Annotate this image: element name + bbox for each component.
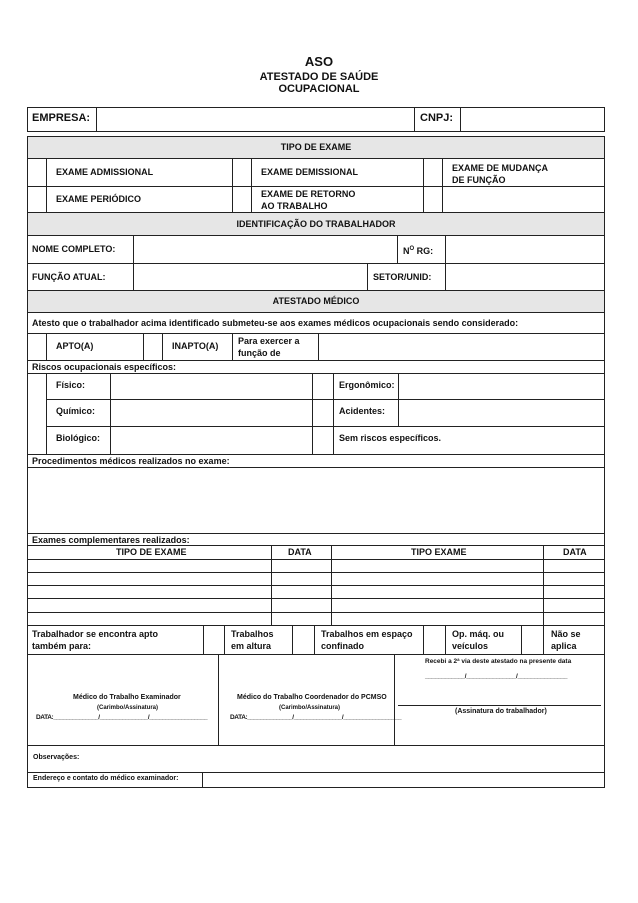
funcao-field[interactable] xyxy=(134,264,367,290)
apto-para-label-2: também para: xyxy=(32,641,92,651)
empresa-label: EMPRESA: xyxy=(32,112,91,124)
label-nao-aplica-2: aplica xyxy=(551,641,577,651)
empresa-field[interactable] xyxy=(96,107,414,132)
label-inapto: INAPTO(A) xyxy=(172,341,219,351)
checkbox-admissional[interactable] xyxy=(27,158,47,213)
rg-label: $N^O$ RG: xyxy=(403,246,434,256)
apto-para-label-1: Trabalhador se encontra apto xyxy=(32,629,159,639)
col-tipo-exame: TIPO DE EXAME xyxy=(116,547,187,557)
table-row[interactable] xyxy=(27,598,605,599)
label-altura-2: em altura xyxy=(231,641,272,651)
acidentes-field[interactable] xyxy=(399,400,604,425)
data-coordenador[interactable]: DATA:______________/_______________/__________________ xyxy=(230,714,402,721)
checkbox-inapto[interactable] xyxy=(143,333,163,360)
label-confinado-2: confinado xyxy=(321,641,364,651)
fisico-field[interactable] xyxy=(111,374,332,398)
ergonomico-field[interactable] xyxy=(399,374,604,398)
label-confinado-1: Trabalhos em espaço xyxy=(321,629,413,639)
checkbox-demissional[interactable] xyxy=(232,158,252,213)
riscos-right-checkcol[interactable] xyxy=(312,373,333,455)
label-altura-1: Trabalhos xyxy=(231,629,274,639)
carimbo-examinador: (Carimbo/Assinatura) xyxy=(97,705,159,711)
biologico-field[interactable] xyxy=(111,427,332,454)
carimbo-coordenador: (Carimbo/Assinatura) xyxy=(279,705,341,711)
label-exercer-2: função de xyxy=(238,348,281,358)
assinatura-trabalhador-line[interactable] xyxy=(398,705,601,706)
checkbox-confinado[interactable] xyxy=(292,625,315,655)
checkbox-apto[interactable] xyxy=(27,333,47,360)
label-retorno-2: AO TRABALHO xyxy=(261,201,328,211)
endereco-field[interactable] xyxy=(203,773,604,787)
label-retorno-1: EXAME DE RETORNO xyxy=(261,189,356,199)
label-maquinas-1: Op. máq. ou xyxy=(452,629,505,639)
assinatura-trabalhador-label: (Assinatura do trabalhador) xyxy=(455,708,547,715)
checkbox-maquinas[interactable] xyxy=(423,625,446,655)
label-admissional: EXAME ADMISSIONAL xyxy=(56,167,154,177)
cnpj-field[interactable] xyxy=(460,107,605,132)
form-subtitle-line1: ATESTADO DE SAÚDE xyxy=(259,71,379,83)
procedimentos-field[interactable] xyxy=(28,468,604,533)
label-periodico: EXAME PERIÓDICO xyxy=(56,194,142,204)
atestado-heading: ATESTADO MÉDICO xyxy=(27,290,605,313)
label-ergonomico: Ergonômico: xyxy=(339,380,395,390)
col-tipo-exame-2: TIPO EXAME xyxy=(411,547,467,557)
form-subtitle-line2: OCUPACIONAL xyxy=(278,83,360,95)
rg-field[interactable] xyxy=(446,236,604,262)
complementares-heading: Exames complementares realizados: xyxy=(32,535,190,545)
quimico-field[interactable] xyxy=(111,400,332,425)
label-apto: APTO(A) xyxy=(56,341,94,351)
label-fisico: Físico: xyxy=(56,380,86,390)
table-row[interactable] xyxy=(27,559,605,560)
medico-coordenador-label: Médico do Trabalho Coordenador do PCMSO xyxy=(237,694,387,701)
funcao-label: FUNÇÃO ATUAL: xyxy=(32,272,106,282)
checkbox-altura[interactable] xyxy=(203,625,225,655)
label-maquinas-2: veículos xyxy=(452,641,489,651)
recebi-text: Recebi a 2ª via deste atestado na presente data xyxy=(425,658,572,665)
identificacao-heading: IDENTIFICAÇÃO DO TRABALHADOR xyxy=(27,212,605,236)
label-mudanca-2: DE FUNÇÃO xyxy=(452,175,506,185)
table-row[interactable] xyxy=(27,572,605,573)
checkbox-nao-aplica[interactable] xyxy=(521,625,544,655)
label-biologico: Biológico: xyxy=(56,433,100,443)
label-acidentes: Acidentes: xyxy=(339,406,386,416)
exercer-funcao-field[interactable] xyxy=(319,334,604,359)
label-sem-riscos: Sem riscos específicos. xyxy=(339,433,442,443)
checkbox-mudanca[interactable] xyxy=(423,158,443,213)
form-title: ASO xyxy=(304,54,334,69)
table-row[interactable] xyxy=(27,585,605,586)
label-nao-aplica-1: Não se xyxy=(551,629,581,639)
cnpj-label: CNPJ: xyxy=(420,112,454,124)
atestado-statement: Atesto que o trabalhador acima identificado submeteu-se aos exames médicos ocupacionais sendo considerado: xyxy=(32,318,519,328)
recebi-date-line[interactable]: ____________/_______________/_______________ xyxy=(425,673,568,680)
procedimentos-heading: Procedimentos médicos realizados no exame: xyxy=(32,456,230,466)
label-mudanca-1: EXAME DE MUDANÇA xyxy=(452,163,549,173)
table-row[interactable] xyxy=(27,612,605,613)
nome-field[interactable] xyxy=(134,236,397,262)
medico-examinador-label: Médico do Trabalho Examinador xyxy=(73,694,181,701)
label-quimico: Químico: xyxy=(56,406,96,416)
setor-field[interactable] xyxy=(446,264,604,290)
label-exercer-1: Para exercer a xyxy=(238,336,300,346)
col-data-2: DATA xyxy=(563,547,587,557)
label-demissional: EXAME DEMISSIONAL xyxy=(261,167,359,177)
riscos-heading: Riscos ocupacionais específicos: xyxy=(32,362,177,372)
data-examinador[interactable]: DATA:______________/_______________/__________________ xyxy=(36,714,208,721)
nome-label: NOME COMPLETO: xyxy=(32,244,116,254)
tipo-exame-heading: TIPO DE EXAME xyxy=(27,136,605,159)
col-data-1: DATA xyxy=(288,547,312,557)
setor-label: SETOR/UNID: xyxy=(373,272,432,282)
endereco-label: Endereço e contato do médico examinador: xyxy=(33,775,179,782)
observacoes-box[interactable] xyxy=(27,745,605,773)
observacoes-label: Observações: xyxy=(33,754,80,761)
